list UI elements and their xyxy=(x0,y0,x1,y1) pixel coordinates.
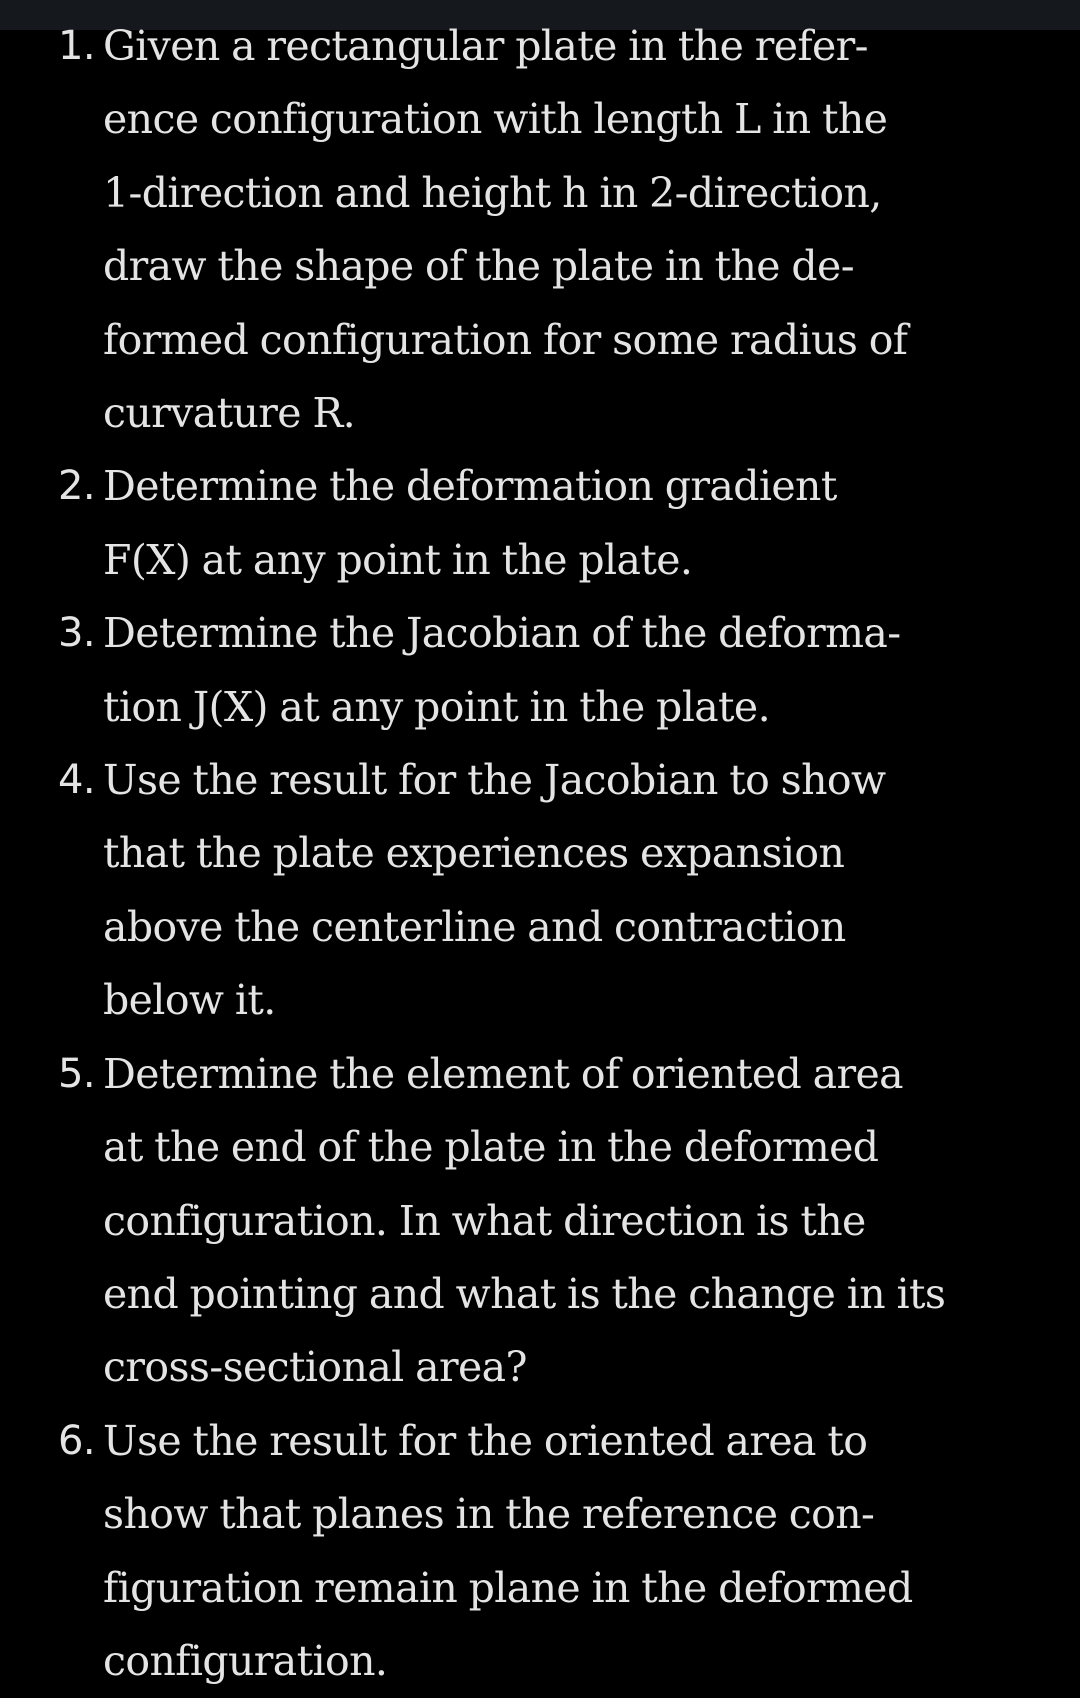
problem-text xyxy=(103,744,1070,1038)
problem-text xyxy=(103,10,1070,450)
problem-text xyxy=(103,1405,1070,1698)
text-line: Determine the element of oriented area xyxy=(103,1049,903,1098)
problem-number: 1. xyxy=(58,23,95,69)
text-line: formed configuration for some radius of xyxy=(103,315,908,364)
text-line: configuration. In what direction is the xyxy=(103,1196,866,1245)
problem-number: 2. xyxy=(58,463,95,510)
text-line: cross-sectional area? xyxy=(103,1343,527,1392)
text-line: figuration remain plane in the deformed xyxy=(103,1563,913,1612)
problem-item-3 xyxy=(0,597,1080,744)
text-line: show that planes in the reference con- xyxy=(103,1490,875,1539)
text-line: that the plate experiences expansion xyxy=(103,829,845,878)
text-line: curvature R. xyxy=(103,389,356,438)
text-line: Use the result for the Jacobian to show xyxy=(103,756,886,805)
problem-item-2 xyxy=(0,450,1080,597)
problem-text xyxy=(103,1038,1070,1405)
text-line: Determine the Jacobian of the deforma- xyxy=(103,609,901,658)
text-line: tion J(X) at any point in the plate. xyxy=(103,682,771,731)
text-line: ence configuration with length L in the xyxy=(103,95,888,144)
problem-text xyxy=(103,597,1070,744)
text-line: at the end of the plate in the deformed xyxy=(103,1123,879,1172)
problem-list xyxy=(0,10,1080,1698)
problem-item-6 xyxy=(0,1405,1080,1698)
text-line: end pointing and what is the change in its xyxy=(103,1269,946,1318)
problem-item-1 xyxy=(0,10,1080,450)
text-line: configuration. xyxy=(103,1636,388,1685)
problem-number: 6. xyxy=(58,1417,95,1464)
text-line: F(X) at any point in the plate. xyxy=(103,535,693,584)
text-line: Given a rectangular plate in the refer- xyxy=(103,22,868,70)
text-line: draw the shape of the plate in the de- xyxy=(103,242,854,291)
problem-number: 5. xyxy=(58,1050,95,1097)
problem-number: 4. xyxy=(58,757,95,804)
text-line: above the centerline and contraction xyxy=(103,902,846,951)
problem-item-5 xyxy=(0,1038,1080,1405)
problem-item-4 xyxy=(0,744,1080,1038)
text-line: below it. xyxy=(103,976,276,1025)
text-line: Use the result for the oriented area to xyxy=(103,1416,868,1465)
text-line: Determine the deformation gradient xyxy=(103,462,837,511)
problem-number: 3. xyxy=(58,610,95,657)
text-line: 1-direction and height h in 2-direction, xyxy=(103,168,882,217)
problem-text xyxy=(103,450,1070,597)
